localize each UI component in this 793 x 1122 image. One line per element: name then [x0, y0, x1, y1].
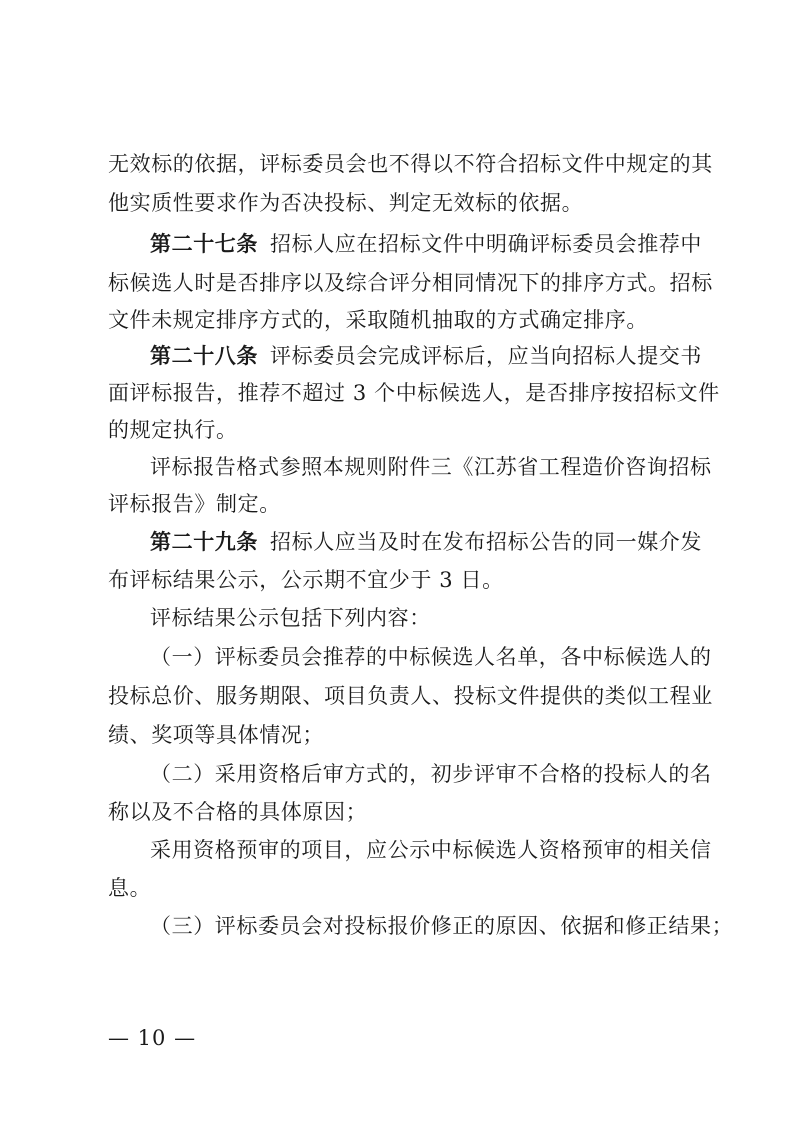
paragraph-line: 投标总价、服务期限、项目负责人、投标文件提供的类似工程业	[108, 684, 713, 708]
paragraph-line: 他实质性要求作为否决投标、判定无效标的依据。	[108, 191, 584, 215]
paragraph-line: 的规定执行。	[108, 418, 238, 442]
list-item-line: （三）评标委员会对投标报价修正的原因、依据和修正结果；	[150, 914, 734, 938]
list-item-line: （二）采用资格后审方式的，初步评审不合格的投标人的名	[150, 762, 712, 786]
paragraph-line: 无效标的依据，评标委员会也不得以不符合招标文件中规定的其	[108, 152, 713, 176]
paragraph-line: 评标结果公示包括下列内容：	[150, 606, 431, 630]
paragraph-line: 采用资格预审的项目，应公示中标候选人资格预审的相关信	[150, 838, 712, 862]
paragraph-line: 面评标报告，推荐不超过 3 个中标候选人，是否排序按招标文件	[108, 381, 720, 405]
paragraph-line: 称以及不合格的具体原因；	[108, 800, 368, 824]
paragraph-text: 评标委员会完成评标后，应当向招标人提交书	[270, 344, 702, 368]
paragraph-line: 标候选人时是否排序以及综合评分相同情况下的排序方式。招标	[108, 271, 713, 295]
paragraph-line: 息。	[108, 876, 152, 900]
article-27-line	[150, 232, 702, 256]
article-heading: 第二十八条	[150, 344, 258, 368]
page-number: — 10 —	[108, 1026, 197, 1050]
paragraph-text: 招标人应当及时在发布招标公告的同一媒介发	[270, 530, 702, 554]
article-heading: 第二十七条	[150, 232, 258, 256]
paragraph-line: 绩、奖项等具体情况；	[108, 723, 324, 747]
paragraph-line: 评标报告格式参照本规则附件三《江苏省工程造价咨询招标	[150, 455, 712, 479]
paragraph-line: 评标报告》制定。	[108, 492, 281, 516]
article-29-line	[150, 530, 702, 554]
paragraph-line: 文件未规定排序方式的，采取随机抽取的方式确定排序。	[108, 308, 648, 332]
paragraph-text: 招标人应在招标文件中明确评标委员会推荐中	[270, 232, 702, 256]
list-item-line: （一）评标委员会推荐的中标候选人名单，各中标候选人的	[150, 645, 712, 669]
paragraph-line: 布评标结果公示，公示期不宜少于 3 日。	[108, 568, 504, 592]
article-heading: 第二十九条	[150, 530, 258, 554]
article-28-line	[150, 344, 702, 368]
